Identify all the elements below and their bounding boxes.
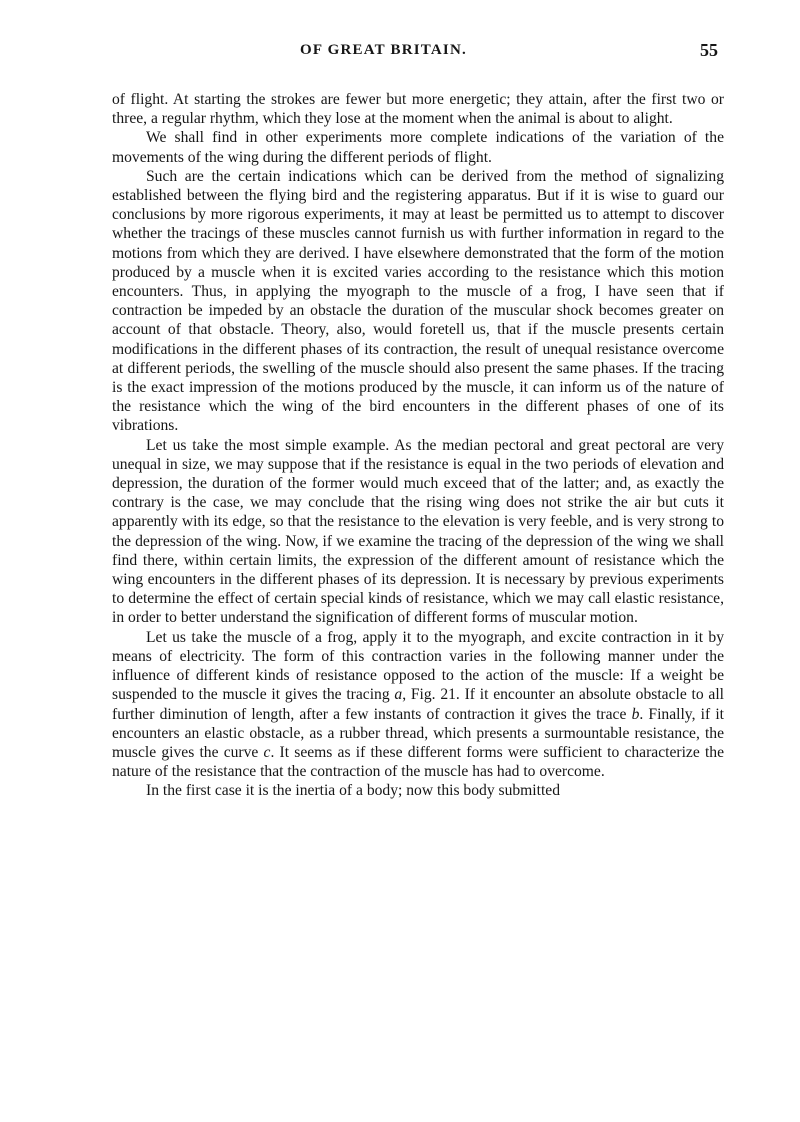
paragraph-figure-reference bbox=[112, 628, 724, 782]
text-run: . Finally, if it encounters an elastic obstacle, as a rubber thread, which presents a surmountable resistance, the muscle gives the curve bbox=[112, 705, 725, 761]
text-run: Let us take the muscle of a frog, apply it to the myograph, and excite contraction in it by means of electricity. The form of this contraction varies in the following manner under the influence of different kinds of resistance opposed to the action of the muscle: If a weight be suspended to the muscle it gives the tracing bbox=[112, 628, 724, 704]
running-head bbox=[0, 42, 800, 66]
text-run: . It seems as if these different forms were sufficient to characterize the nature of the resistance that the contraction of the muscle has had to overcome. bbox=[112, 743, 724, 781]
body-text bbox=[112, 90, 724, 801]
figure-letter: a bbox=[394, 686, 403, 704]
running-title: OF GREAT BRITAIN. bbox=[300, 42, 467, 58]
text-run: , Fig. 21. If it encounter an absolute obstacle to all further diminution of length, after a few instants of contraction it gives the trace bbox=[112, 686, 725, 723]
paragraph-last-line: In the first case it is the inertia of a body; now this body submitted bbox=[146, 782, 561, 800]
paragraph: We shall find in other experiments more complete indications of the variation of the movements of the wing during the different periods of flight. bbox=[112, 129, 724, 166]
figure-letter: b bbox=[631, 705, 640, 723]
paragraph: of flight. At starting the strokes are fewer but more energetic; they attain, after the first two or three, a regular rhythm, which they lose at the moment when the animal is about to alight. bbox=[112, 91, 724, 128]
paragraph: Let us take the most simple example. As the median pectoral and great pectoral are very unequal in size, we may suppose that if the resistance is equal in the two periods of elevation and depression, the duration of the former would much exceed that of the latter; and, as exactly the contrary is the case, we may conclude that the rising wing does not strike the air but cuts it apparently with its edge, so that the resistance to the elevation is very feeble, and is very strong to the depression of the wing. Now, if we examine the tracing of the depression of the wing we shall find there, within certain limits, the expression of the different amount of resistance which the wing encounters in the different phases of its depression. It is necessary by previous experiments to determine the effect of certain special kinds of resistance, which we may call elastic resistance, in order to better understand the signification of different forms of muscular motion. bbox=[112, 436, 724, 627]
figure-letter: c bbox=[263, 743, 271, 761]
paragraph: Such are the certain indications which can be derived from the method of signalizing established between the flying bird and the registering apparatus. But if it is wise to guard our conclusions by more rigorous experiments, it may at least be permitted us to attempt to discover whether the tracings of these muscles cannot furnish us with further information in regard to the motions from which they are derived. I have elsewhere demonstrated that the form of the motion produced by a muscle when it is excited varies according to the resistance which this motion encounters. Thus, in applying the myograph to the muscle of a frog, I have seen that if contraction be impeded by an obstacle the duration of the muscular shock becomes greater on account of that obstacle. Theory, also, would foretell us, that if the muscle presents certain modifications in the different phases of its contraction, the result of unequal resistance overcome at different periods, the swelling of the muscle should also present the same phases. If the tracing is the exact impression of the motions produced by the muscle, it can inform us of the nature of the resistance which the wing of the bird encounters in the different phases of one of its vibrations. bbox=[112, 167, 724, 435]
page-number: 55 bbox=[700, 40, 718, 60]
